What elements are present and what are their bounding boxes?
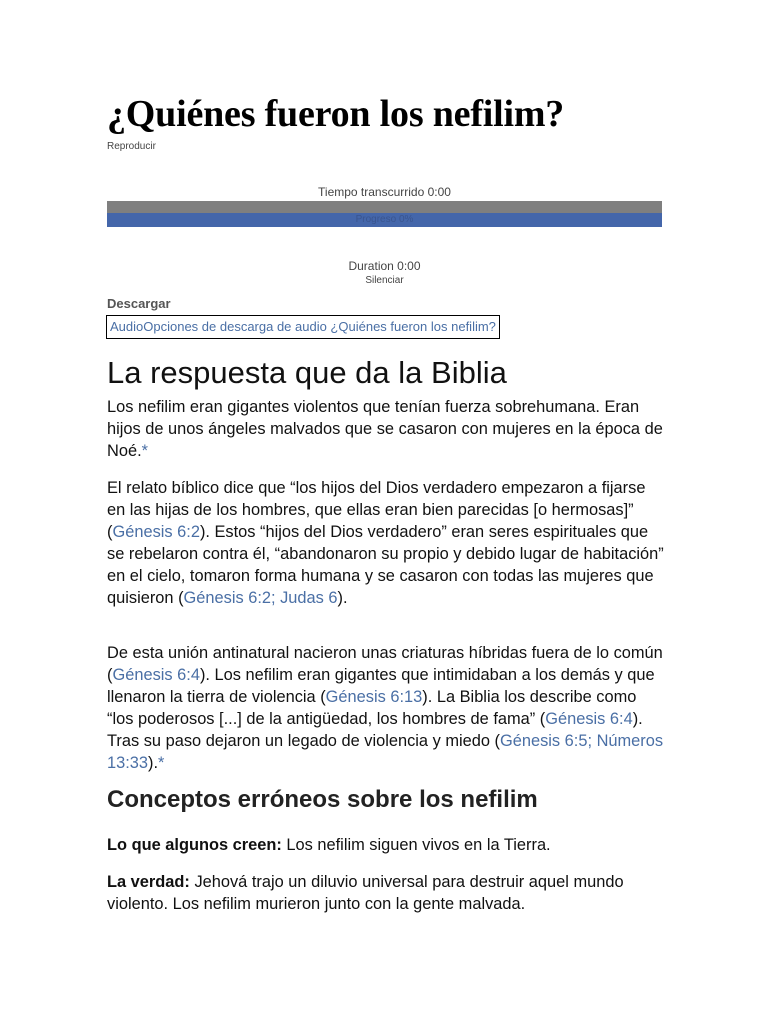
download-label: Descargar (107, 296, 171, 311)
truth-label: La verdad: (107, 873, 190, 891)
paragraph-3-text: ). Tras su paso dejaron un legado de violencia y miedo ( (107, 710, 643, 750)
seek-bar[interactable] (107, 201, 662, 213)
paragraph-2 (107, 477, 667, 609)
belief-paragraph (107, 834, 667, 856)
paragraph-1-text: Los nefilim eran gigantes violentos que tenían fuerza sobrehumana. Eran hijos de unos ángeles malvados que se casaron con mujeres en la época de Noé. (107, 398, 663, 460)
progress-bar[interactable] (107, 213, 662, 227)
mute-button[interactable]: Silenciar (365, 275, 404, 286)
paragraph-3-text: ). Los nefilim eran gigantes que intimidaban a los demás y que llenaron la tierra de violencia ( (107, 666, 655, 706)
belief-text: Los nefilim siguen vivos en la Tierra. (281, 836, 551, 854)
footnote-link[interactable]: * (141, 442, 149, 460)
scripture-link-genesis-6-4[interactable]: Génesis 6:4 (112, 666, 200, 684)
truth-text: Jehová trajo un diluvio universal para destruir aquel mundo violento. Los nefilim murieron junto con la gente malvada. (107, 873, 624, 913)
scripture-link-genesis-6-13[interactable]: Génesis 6:13 (325, 688, 423, 706)
misconceptions-heading: Conceptos erróneos sobre los nefilim (107, 786, 538, 813)
scripture-link-genesis-6-4[interactable]: Génesis 6:4 (545, 710, 633, 728)
belief-label: Lo que algunos creen: (107, 836, 282, 854)
footnote-link[interactable]: * (158, 754, 165, 772)
page-title: ¿Quiénes fueron los nefilim? (107, 93, 565, 135)
progress-label: Progreso 0% (355, 214, 414, 225)
duration-label: Duration 0:00 (348, 259, 421, 273)
download-options-button[interactable]: AudioOpciones de descarga de audio ¿Quiénes fueron los nefilim? (106, 315, 500, 339)
scripture-link-genesis-6-2[interactable]: Génesis 6:2 (112, 523, 200, 541)
paragraph-2-text: ). Estos “hijos del Dios verdadero” eran seres espirituales que se rebelaron contra él, “abandonaron su propio y debido lugar de habitación” en el cielo, tomaron forma humana y se casaron con todas las mujeres que quisieron ( (107, 523, 664, 607)
paragraph-3-text: ). (148, 754, 159, 772)
paragraph-2-text: ). (337, 589, 348, 607)
answer-heading: La respuesta que da la Biblia (107, 355, 507, 390)
scripture-link-genesis-judas[interactable]: Génesis 6:2; Judas 6 (183, 589, 338, 607)
paragraph-1 (107, 396, 667, 462)
play-button[interactable]: Reproducir (107, 141, 156, 152)
elapsed-time: Tiempo transcurrido 0:00 (318, 185, 451, 199)
paragraph-2-text: El relato bíblico dice que “los hijos del Dios verdadero empezaron a fijarse en las hijas de los hombres, que ellas eran bien parecidas [o hermosas]” ( (107, 479, 646, 541)
scripture-link-genesis-numeros[interactable]: Génesis 6:5; Números 13:33 (107, 732, 664, 772)
paragraph-3-text: De esta unión antinatural nacieron unas criaturas híbridas fuera de lo común ( (107, 644, 663, 684)
paragraph-3-text: ). La Biblia los describe como “los poderosos [...] de la antigüedad, los hombres de fama” ( (107, 688, 637, 728)
truth-paragraph (107, 871, 667, 915)
paragraph-3 (107, 642, 667, 774)
